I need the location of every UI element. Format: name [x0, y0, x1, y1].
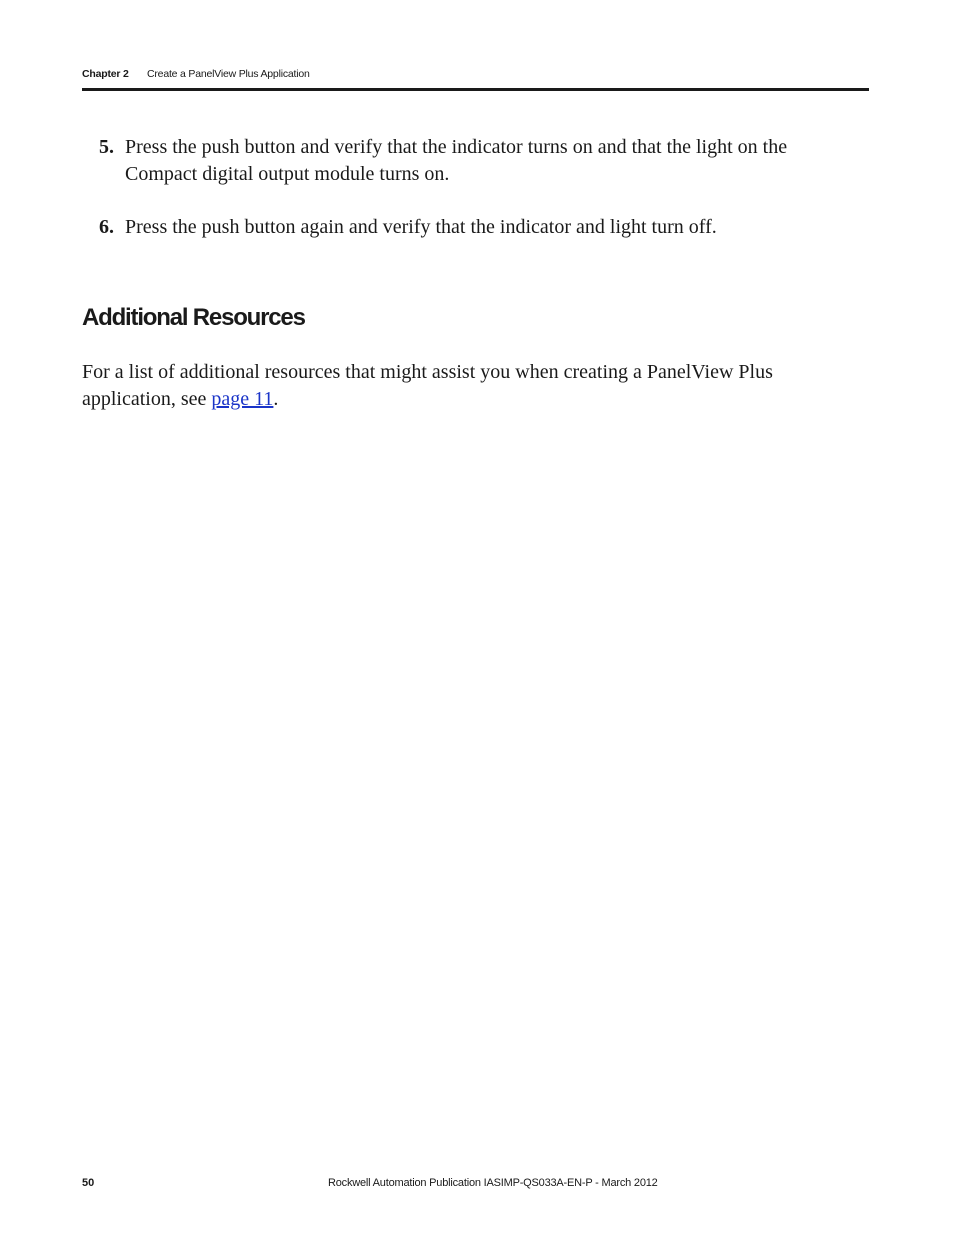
paragraph-text: For a list of additional resources that might assist you when creating a PanelView Plus application, see	[82, 361, 773, 410]
page-link[interactable]: page 11	[211, 388, 274, 410]
section-heading: Additional Resources	[82, 304, 305, 331]
page-number: 50	[82, 1177, 95, 1189]
chapter-label: Chapter 2	[82, 68, 129, 80]
header-rule	[82, 88, 869, 91]
section-paragraph	[82, 359, 812, 413]
step-number: 5.	[99, 136, 114, 158]
chapter-title: Create a PanelView Plus Application	[147, 68, 310, 80]
step-text: Press the push button and verify that the indicator turns on and that the light on the Compact digital output module turns on.	[125, 136, 788, 185]
publication-info: Rockwell Automation Publication IASIMP-QS033A-EN-P - March 2012	[328, 1177, 658, 1189]
paragraph-end: .	[273, 388, 279, 410]
step-text: Press the push button again and verify that the indicator and light turn off.	[125, 216, 717, 238]
step-number: 6.	[99, 216, 114, 238]
running-header	[82, 66, 869, 82]
